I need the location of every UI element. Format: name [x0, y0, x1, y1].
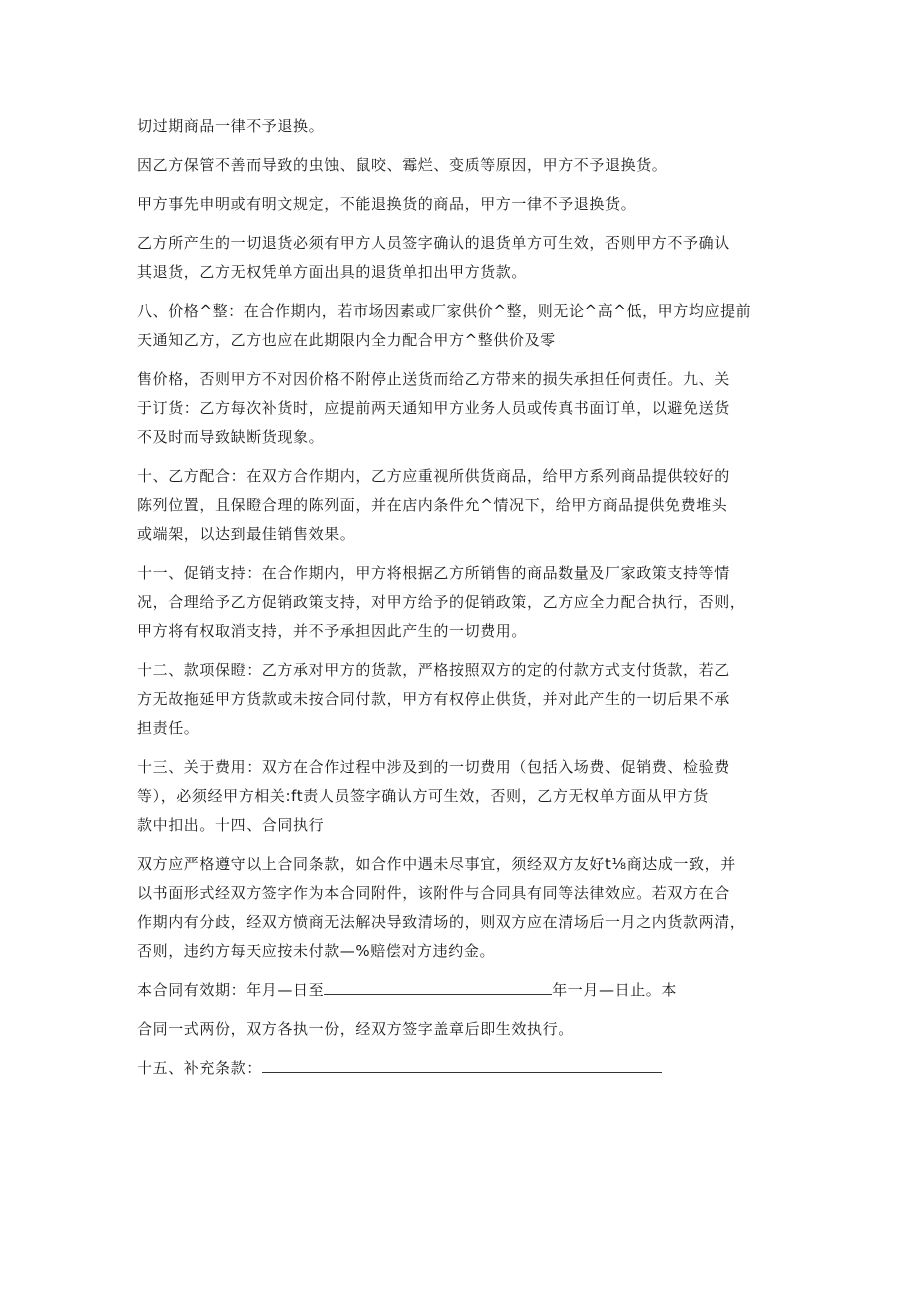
contract-paragraph: [137, 850, 787, 966]
paragraph-line: 方无故拖延甲方货款或未按合同付款，甲方有权停止供货，并对此产生的一切后果不承: [137, 690, 730, 708]
paragraph-line: 十、乙方配合：在双方合作期内，乙方应重视所供货商品，给甲方系列商品提供较好的: [137, 467, 730, 485]
paragraph-line: 或端架，以达到最佳销售效果。: [137, 525, 356, 543]
paragraph-line: 等），必须经甲方相关:ft责人员签字确认方可生效，否则，乙方无权单方面从甲方货: [137, 787, 709, 805]
paragraph-line: 八、价格^整：在合作期内，若市场因素或厂家供价^整，则无论^高^低，甲方均应提前: [137, 302, 752, 320]
contract-paragraph: [137, 229, 787, 287]
validity-clause: [137, 976, 787, 1005]
paragraph-line: 况，合理给予乙方促销政策支持，对甲方给予的促销政策，乙方应全力配合执行，否则，: [137, 593, 746, 611]
paragraph-line: 款中扣出。十四、合同执行: [137, 816, 325, 834]
paragraph-line: 否则，违约方每天应按未付款—%赔偿对方违约金。: [137, 942, 496, 960]
paragraph-line: 切过期商品一律不予退换。: [137, 117, 325, 135]
contract-paragraph: [137, 365, 787, 452]
paragraph-line: 乙方所产生的一切退货必须有甲方人员签字确认的退货单方可生效，否则甲方不予确认: [137, 234, 730, 252]
paragraph-line: 于订货：乙方每次补货时，应提前两天通知甲方业务人员或传真书面订单，以避免送货: [137, 399, 730, 417]
contract-paragraph: [137, 151, 787, 180]
contract-paragraph: [137, 559, 787, 646]
paragraph-list: [137, 112, 787, 966]
validity-suffix: 年一月—日止。本: [552, 981, 678, 999]
paragraph-line: 其退货，乙方无权凭单方面出具的退货单扣出甲方货款。: [137, 263, 528, 281]
contract-paragraph: [137, 656, 787, 743]
paragraph-line: 十一、促销支持：在合作期内，甲方将根据乙方所销售的商品数量及厂家政策支持等情: [137, 564, 730, 582]
paragraph-line: 甲方事先申明或有明文规定，不能退换货的商品，甲方一律不予退换货。: [137, 195, 637, 213]
validity-blank-field[interactable]: [324, 980, 552, 995]
contract-paragraph: [137, 753, 787, 840]
paragraph-line: 担责任。: [137, 719, 200, 737]
supplement-label: 十五、补充条款：: [137, 1059, 262, 1077]
supplement-blank-field[interactable]: [262, 1058, 662, 1073]
contract-paragraph: [137, 112, 787, 141]
contract-body: [137, 112, 787, 1093]
contract-paragraph: [137, 462, 787, 549]
contract-paragraph: [137, 190, 787, 219]
paragraph-line: 售价格，否则甲方不对因价格不附停止送货而给乙方带来的损失承担任何责任。九、关: [137, 370, 730, 388]
paragraph-line: 作期内有分歧，经双方愤商无法解决导致清场的，则双方应在清场后一月之内货款两清，: [137, 913, 746, 931]
paragraph-line: 甲方将有权取消支持，并不予承担因此产生的一切费用。: [137, 622, 528, 640]
supplement-clause: [137, 1054, 787, 1083]
copies-text: 合同一式两份，双方各执一份，经双方签字盖章后即生效执行。: [137, 1020, 574, 1038]
paragraph-line: 十三、关于费用：双方在合作过程中涉及到的一切费用（包括入场费、促销费、检验费: [137, 758, 730, 776]
paragraph-line: 因乙方保管不善而导致的虫蚀、鼠咬、霉烂、变质等原因，甲方不予退换货。: [137, 156, 668, 174]
copies-clause: [137, 1015, 787, 1044]
paragraph-line: 天通知乙方，乙方也应在此期限内全力配合甲方^整供价及零: [137, 331, 556, 349]
paragraph-line: 双方应严格遵守以上合同条款，如合作中遇未尽事宜，须经双方友好t⅛商达成一致，并: [137, 855, 736, 873]
paragraph-line: 以书面形式经双方签字作为本合同附件，该附件与合同具有同等法律效应。若双方在合: [137, 884, 730, 902]
contract-paragraph: [137, 297, 787, 355]
paragraph-line: 十二、款项保瞪：乙方承对甲方的货款，严格按照双方的定的付款方式支付货款，若乙: [137, 661, 730, 679]
validity-prefix: 本合同有效期：年月—日至: [137, 981, 325, 999]
paragraph-line: 不及时而导致缺断货现象。: [137, 428, 325, 446]
paragraph-line: 陈列位置，且保瞪合理的陈列面，并在店内条件允^情况下，给甲方商品提供免费堆头: [137, 496, 728, 514]
